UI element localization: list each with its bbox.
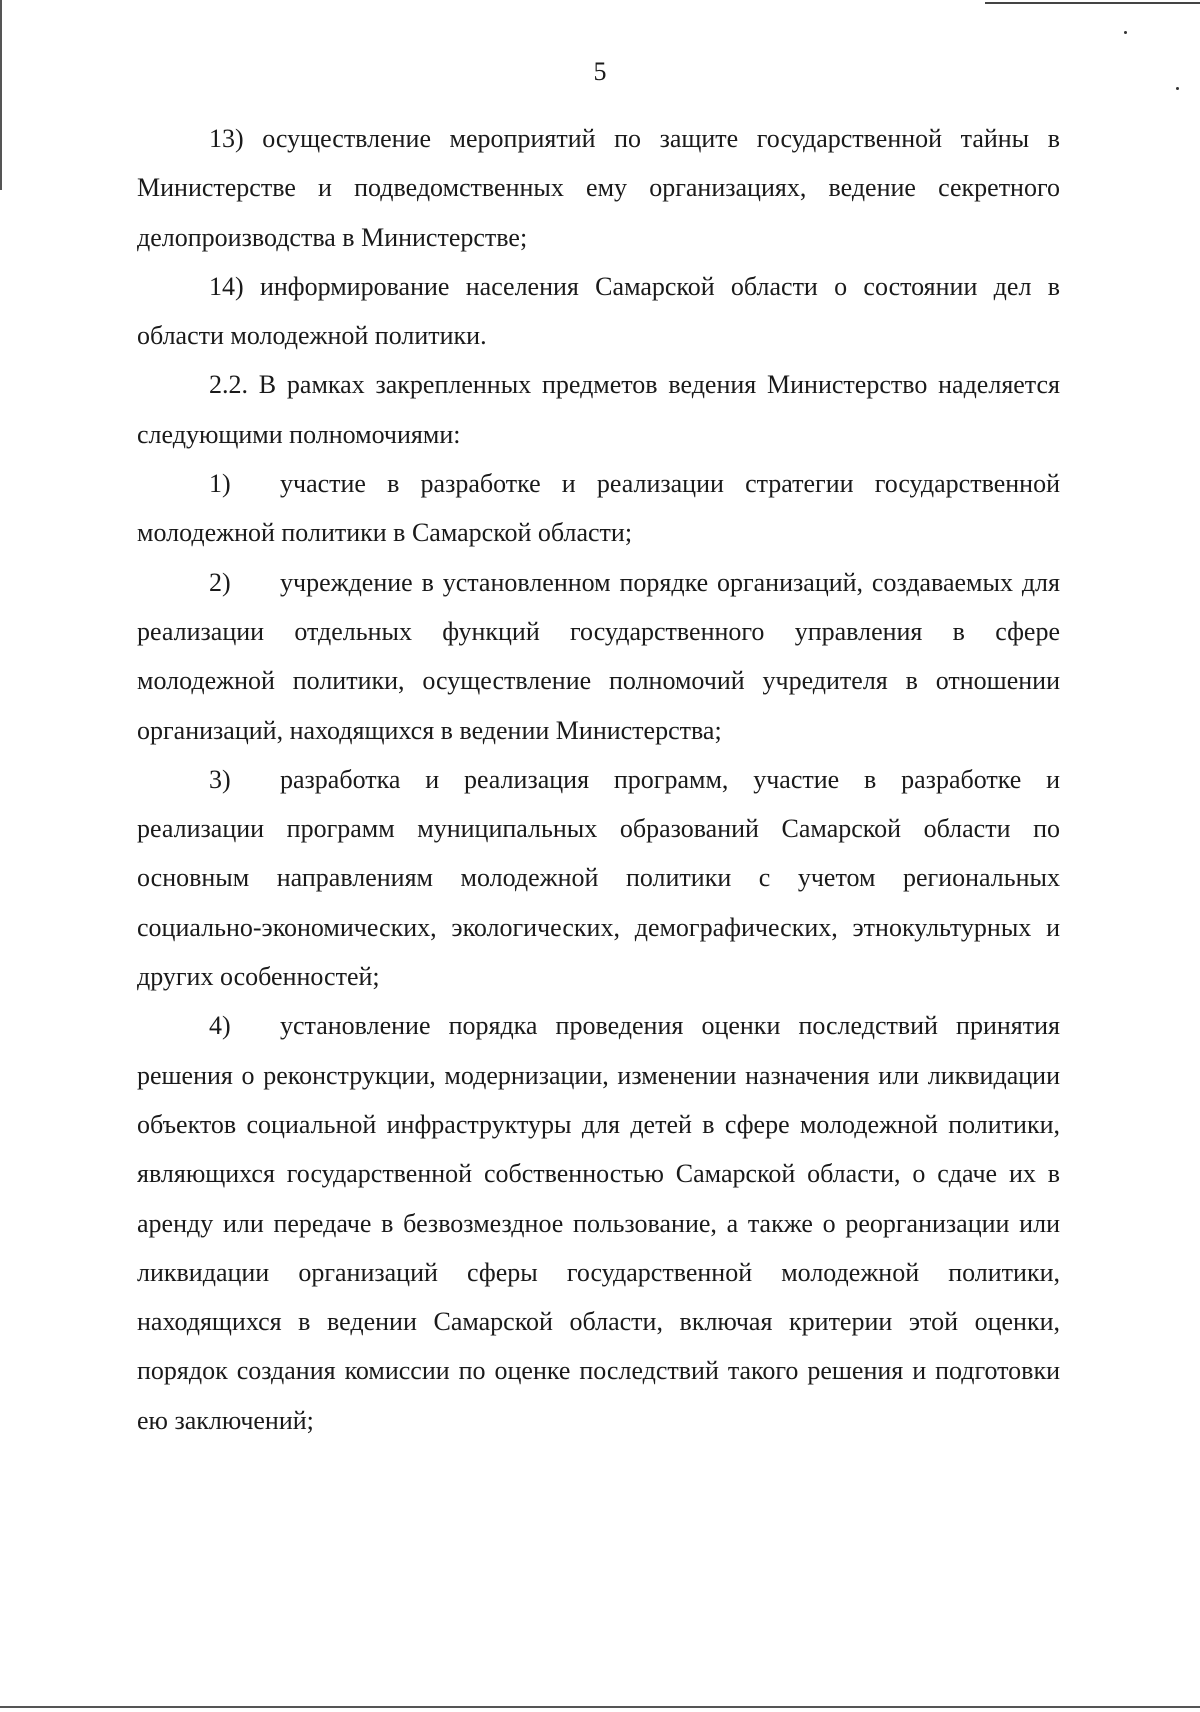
paragraph-text: 13) осуществление мероприятий по защите государственной тайны в Министерстве и подведомственных ему организациях, ведение секретного делопроизводства в Министерстве; (137, 124, 1060, 252)
paragraph-power-1 (137, 459, 1060, 558)
paragraph-text: 2.2. В рамках закрепленных предметов ведения Министерство наделяется следующими полномочиями: (137, 370, 1060, 449)
paragraph-section-2-2 (137, 360, 1060, 459)
list-marker: 3) (209, 764, 231, 794)
paragraph-text: участие в разработке и реализации стратегии государственной молодежной политики в Самарской области; (137, 469, 1060, 548)
list-marker: 4) (209, 1011, 231, 1041)
scan-left-edge (0, 0, 2, 190)
paragraph-text: установление порядка проведения оценки последствий принятия решения о реконструкции, модернизации, изменении назначения или ликвидации объектов социальной инфраструктуры для детей в сфере молодежной политики, являющихся государственной собственностью Самарской области, о сдаче их в аренду или передаче в безвозмездное пользование, а также о реорганизации или ликвидации организаций сферы государственной молодежной политики, находящихся в ведении Самарской области, включая критерии этой оценки, порядок создания комиссии по оценке последствий такого решения и подготовки ею заключений; (137, 1011, 1060, 1435)
list-marker: 2) (209, 567, 231, 597)
document-body (137, 114, 1060, 1445)
paragraph-power-3 (137, 755, 1060, 1001)
paragraph-item-14 (137, 262, 1060, 361)
list-marker: 1) (209, 469, 231, 499)
paragraph-text: учреждение в установленном порядке организаций, создаваемых для реализации отдельных функций государственного управления в сфере молодежной политики, осуществление полномочий учредителя в отношении организаций, находящихся в ведении Министерства; (137, 567, 1060, 745)
scan-top-rule (985, 2, 1200, 4)
paragraph-power-2 (137, 558, 1060, 755)
page-number: 5 (593, 57, 607, 86)
paragraph-text: 14) информирование населения Самарской области о состоянии дел в области молодежной политики. (137, 271, 1060, 351)
paragraph-power-4 (137, 1001, 1060, 1445)
paragraph-text: разработка и реализация программ, участие в разработке и реализации программ муниципальных образований Самарской области по основным направлениям молодежной политики с учетом региональных социально-экономических, экологических, демографических, этнокультурных и других особенностей; (137, 764, 1060, 992)
paragraph-item-13 (137, 114, 1060, 262)
scan-speck (1124, 31, 1127, 34)
scan-bottom-rule (0, 1706, 1200, 1708)
